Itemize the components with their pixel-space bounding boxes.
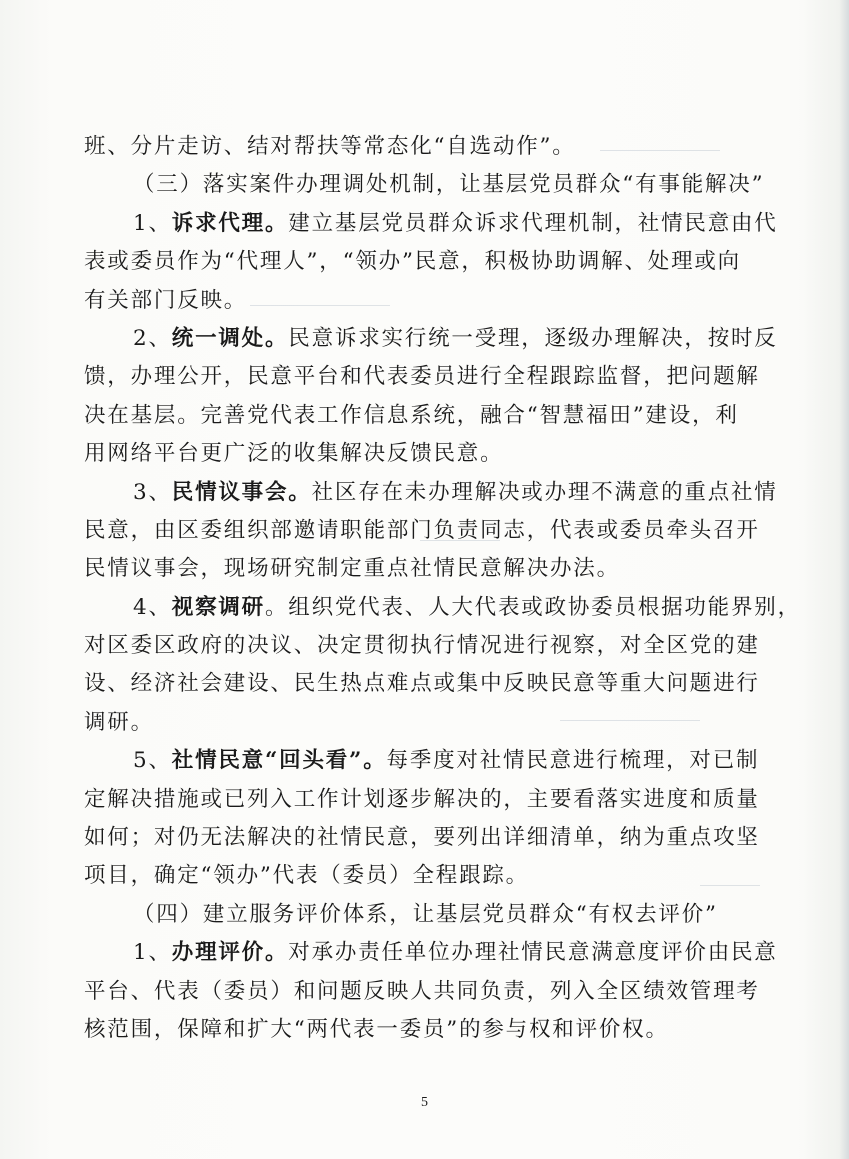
- body-text: （四）建立服务评价体系，让基层党员群众“有权去评价”: [133, 901, 718, 927]
- text-line: [84, 550, 749, 588]
- bold-heading-text: 社情民意“回头看”。: [171, 748, 387, 774]
- body-text: 4、: [133, 594, 172, 620]
- text-line: [84, 474, 778, 512]
- body-text: 班、分片走访、结对帮扶等常态化“自选动作”。: [84, 134, 576, 159]
- text-line: [84, 243, 749, 281]
- bold-heading-text: 诉求代理。: [171, 210, 289, 236]
- text-line: [84, 358, 760, 396]
- text-line: [84, 819, 760, 857]
- text-line: [84, 512, 760, 550]
- body-text: 核范围，保障和扩大“两代表一委员”的参与权和评价权。: [84, 1016, 669, 1042]
- body-text: 2、: [133, 325, 172, 351]
- bold-heading-text: 办理评价。: [171, 940, 289, 966]
- body-text: 定解决措施或已列入工作计划逐步解决的，主要看落实进度和质量: [84, 786, 760, 812]
- bold-heading-text: 统一调处。: [171, 325, 289, 351]
- body-text: 决在基层。完善党代表工作信息系统，融合“智慧福田”建设，利: [84, 402, 739, 428]
- document-body: [84, 128, 801, 1049]
- body-text: 有关部门反映。: [84, 287, 248, 313]
- text-line: [84, 205, 778, 243]
- body-text: 用网络平台更广泛的收集解决反馈民意。: [84, 441, 504, 467]
- body-text: 1、: [133, 940, 172, 966]
- body-text: 平台、代表（委员）和问题反映人共同负责，列入全区绩效管理考: [84, 978, 760, 1004]
- body-text: 建立基层党员群众诉求代理机制，社情民意由代: [288, 210, 778, 236]
- body-text: 表或委员作为“代理人”，“领办”民意，积极协助调解、处理或向: [84, 249, 741, 275]
- text-line: [84, 282, 749, 320]
- body-text: 调研。: [84, 709, 154, 735]
- page-number: 5: [421, 1095, 428, 1110]
- body-text: 社区存在未办理解决或办理不满意的重点社情: [311, 479, 778, 505]
- text-line: [84, 397, 749, 435]
- body-text: （三）落实案件办理调处机制，让基层党员群众“有事能解决”: [133, 172, 765, 198]
- text-line: [84, 320, 778, 358]
- body-text: 项目，确定“领办”代表（委员）全程跟踪。: [84, 863, 529, 889]
- text-line: [84, 857, 749, 895]
- bold-heading-text: 视察调研: [171, 594, 265, 620]
- scan-shadow-edge: [839, 0, 849, 1159]
- body-text: 民意诉求实行统一受理，逐级办理解决，按时反: [288, 325, 778, 351]
- body-text: 民情议事会，现场研究制定重点社情民意解决办法。: [84, 556, 620, 582]
- text-line: [84, 665, 760, 703]
- text-line: [84, 1011, 749, 1049]
- bold-heading-text: 民情议事会。: [171, 479, 312, 505]
- text-line: [84, 781, 760, 819]
- text-line: [84, 704, 749, 742]
- body-text: 3、: [133, 479, 172, 505]
- text-line: [84, 589, 801, 627]
- body-text: 1、: [133, 210, 172, 236]
- body-text: 每季度对社情民意进行梳理，对已制: [386, 748, 760, 774]
- text-line: [84, 627, 760, 665]
- body-text: 对承办责任单位办理社情民意满意度评价由民意: [288, 940, 778, 966]
- text-line: [84, 934, 778, 972]
- text-line: [84, 166, 765, 204]
- text-line: [84, 973, 760, 1011]
- body-text: 5、: [133, 748, 172, 774]
- body-text: 民意，由区委组织部邀请职能部门负责同志，代表或委员牵头召开: [84, 517, 760, 543]
- body-text: 设、经济社会建设、民生热点难点或集中反映民意等重大问题进行: [84, 671, 760, 697]
- body-text: 如何；对仍无法解决的社情民意，要列出详细清单，纳为重点攻坚: [84, 825, 760, 851]
- text-line: [84, 128, 749, 166]
- body-text: 馈，办理公开，民意平台和代表委员进行全程跟踪监督，把问题解: [84, 364, 760, 390]
- text-line: [84, 742, 760, 780]
- body-text: 对区委区政府的决议、决定贯彻执行情况进行视察，对全区党的建: [84, 633, 760, 659]
- body-text: 。组织党代表、人大代表或政协委员根据功能界别，: [264, 594, 801, 620]
- text-line: [84, 435, 749, 473]
- text-line: [84, 896, 749, 934]
